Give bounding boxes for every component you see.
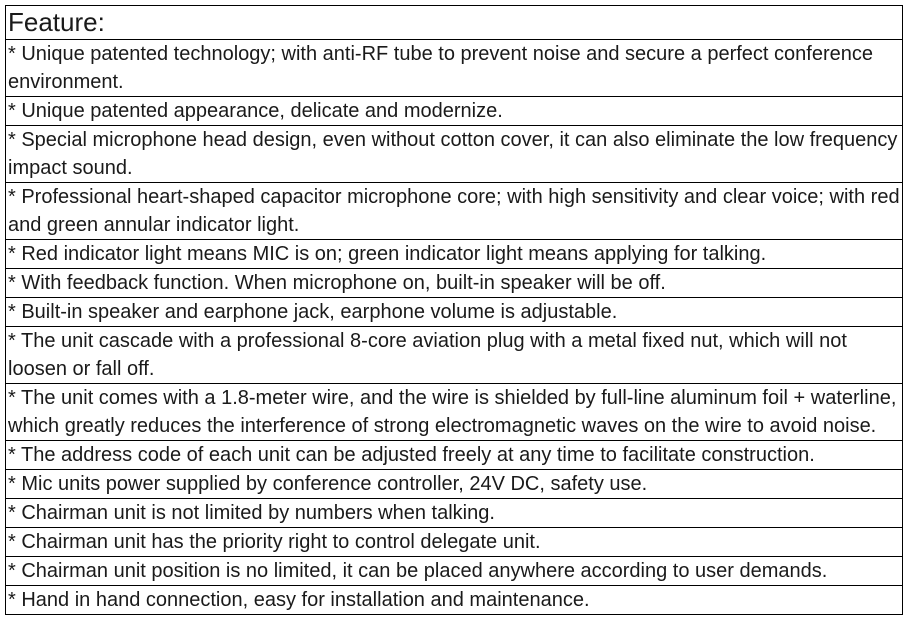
feature-row bbox=[6, 557, 903, 586]
feature-row bbox=[6, 183, 903, 240]
feature-row bbox=[6, 97, 903, 126]
feature-row bbox=[6, 586, 903, 615]
feature-row bbox=[6, 499, 903, 528]
feature-row bbox=[6, 441, 903, 470]
feature-item: * Chairman unit is not limited by numbers when talking. bbox=[6, 499, 903, 528]
feature-row bbox=[6, 384, 903, 441]
feature-row bbox=[6, 470, 903, 499]
feature-item: * The address code of each unit can be adjusted freely at any time to facilitate construction. bbox=[6, 441, 903, 470]
feature-row bbox=[6, 126, 903, 183]
feature-item: * Red indicator light means MIC is on; green indicator light means applying for talking. bbox=[6, 240, 903, 269]
feature-row bbox=[6, 269, 903, 298]
heading-row bbox=[6, 6, 903, 40]
feature-row bbox=[6, 528, 903, 557]
feature-item: * Chairman unit position is no limited, it can be placed anywhere according to user demands. bbox=[6, 557, 903, 586]
feature-item: * Chairman unit has the priority right to control delegate unit. bbox=[6, 528, 903, 557]
feature-table bbox=[5, 5, 903, 615]
feature-item: * Hand in hand connection, easy for installation and maintenance. bbox=[6, 586, 903, 615]
feature-table-body bbox=[6, 6, 903, 615]
feature-row bbox=[6, 40, 903, 97]
feature-item: * Unique patented technology; with anti-RF tube to prevent noise and secure a perfect conference environment. bbox=[6, 40, 903, 97]
feature-item: * The unit cascade with a professional 8-core aviation plug with a metal fixed nut, which will not loosen or fall off. bbox=[6, 327, 903, 384]
feature-row bbox=[6, 240, 903, 269]
feature-row bbox=[6, 298, 903, 327]
feature-item: * Professional heart-shaped capacitor microphone core; with high sensitivity and clear voice; with red and green annular indicator light. bbox=[6, 183, 903, 240]
feature-item: * With feedback function. When microphone on, built-in speaker will be off. bbox=[6, 269, 903, 298]
feature-item: * Mic units power supplied by conference controller, 24V DC, safety use. bbox=[6, 470, 903, 499]
feature-item: * Special microphone head design, even without cotton cover, it can also eliminate the low frequency impact sound. bbox=[6, 126, 903, 183]
feature-heading: Feature: bbox=[6, 6, 903, 40]
feature-item: * The unit comes with a 1.8-meter wire, and the wire is shielded by full-line aluminum foil + waterline, which greatly reduces the interference of strong electromagnetic waves on the wire to avoid noise. bbox=[6, 384, 903, 441]
feature-row bbox=[6, 327, 903, 384]
feature-item: * Unique patented appearance, delicate and modernize. bbox=[6, 97, 903, 126]
feature-item: * Built-in speaker and earphone jack, earphone volume is adjustable. bbox=[6, 298, 903, 327]
